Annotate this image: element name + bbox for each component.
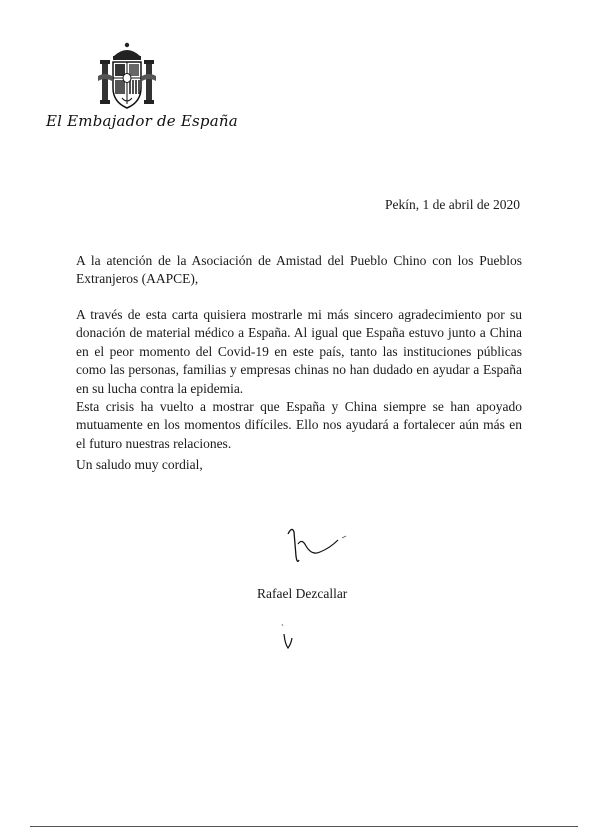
body-paragraph-thanks: A través de esta carta quisiera mostrarle mi más sincero agradecimiento por su donación de material médico a España. Al igual que España estuvo junto a China en el peor momento del Covid-19 en este país, tanto las instituciones públicas como las personas, familias y empresas chinas no han dudado en ayudar a España en su lucha contra la epidemia.	[76, 307, 522, 396]
handwritten-mark-icon	[278, 622, 298, 652]
signature-icon	[282, 522, 362, 570]
letter-date: Pekín, 1 de abril de 2020	[385, 197, 520, 212]
bottom-divider	[30, 826, 578, 827]
closing-salutation: Un saludo muy cordial,	[76, 457, 203, 472]
signer-name: Rafael Dezcallar	[257, 586, 348, 601]
addressee-paragraph: A la atención de la Asociación de Amistad del Pueblo Chino con los Pueblos Extranjeros (AAPCE),	[76, 253, 522, 287]
coat-of-arms-icon	[96, 42, 158, 112]
letterhead-sender-title: El Embajador de España	[46, 112, 238, 130]
body-paragraph-relations: Esta crisis ha vuelto a mostrar que España y China siempre se han apoyado mutuamente en los momentos difíciles. Ello nos ayudará a fortalecer aún más en el futuro nuestras relaciones.	[76, 399, 522, 451]
